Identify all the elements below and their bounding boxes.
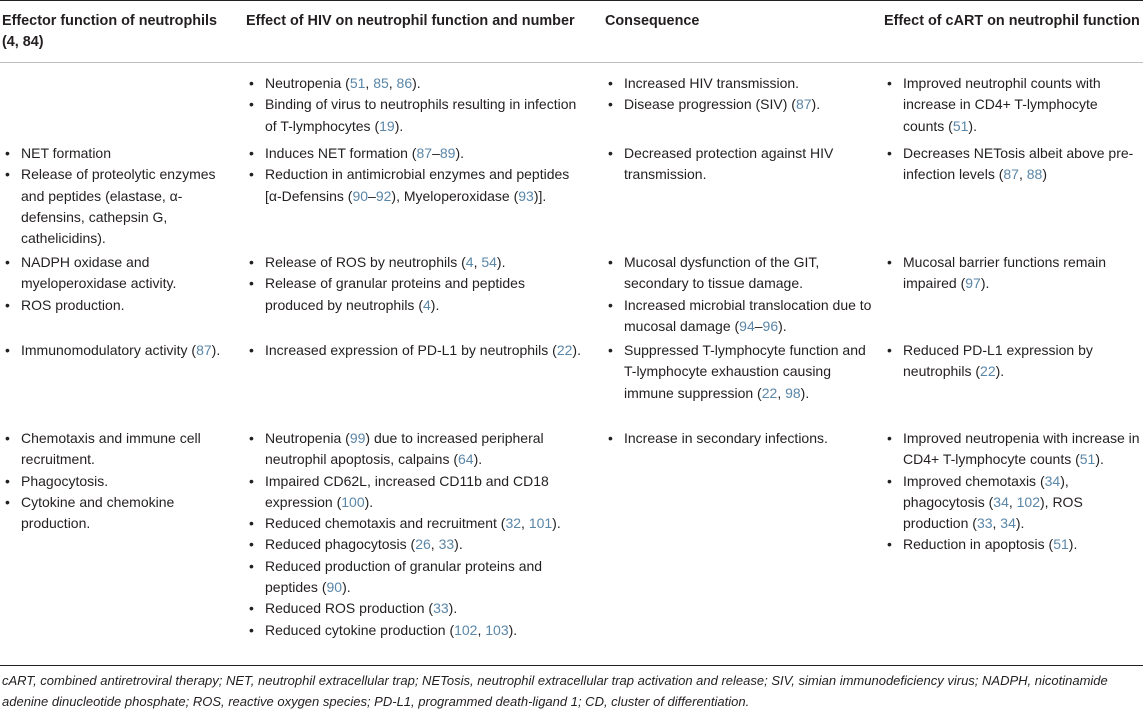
reference-number[interactable]: 90 [352, 187, 369, 204]
bullet-list [246, 252, 583, 316]
reference-number[interactable]: 51 [952, 117, 969, 134]
reference-number[interactable]: 88 [1026, 166, 1043, 183]
bullet-list [2, 428, 227, 534]
list-item: • Reduced production of granular proteins and peptides (90). [246, 556, 583, 599]
reference-number[interactable]: 87 [196, 342, 212, 358]
reference-number[interactable]: 86 [396, 75, 413, 91]
table-cell-row5-c1 [2, 428, 227, 534]
list-item: • Increased HIV transmission. [605, 73, 875, 94]
list-item: • Increase in secondary infections. [605, 428, 875, 449]
reference-number[interactable]: 54 [481, 254, 497, 270]
list-item: • Suppressed T-lymphocyte function and T-lymphocyte exhaustion causing immune suppression (22, 98). [605, 340, 875, 404]
reference-number[interactable]: 34 [993, 493, 1009, 510]
reference-number[interactable]: 102 [454, 621, 478, 638]
reference-number[interactable]: 101 [528, 515, 553, 532]
reference-number[interactable]: 99 [349, 430, 366, 446]
table-cell-row4-c3 [605, 340, 875, 404]
table-cell-row1-c2 [246, 73, 583, 137]
table-cell-row3-c3 [605, 252, 875, 337]
bullet-list [884, 428, 1142, 556]
list-item: • Release of granular proteins and peptides produced by neutrophils (4). [246, 273, 583, 316]
list-item: • Reduced ROS production (33). [246, 598, 583, 619]
list-item: • Improved neutrophil counts with increase in CD4+ T-lymphocyte counts (51). [884, 73, 1142, 137]
list-item: • Reduction in antimicrobial enzymes and peptides [α-Defensins (90–92), Myeloperoxidase (93)]. [246, 164, 583, 207]
list-item: • NET formation [2, 143, 227, 164]
bullet-list [246, 143, 583, 207]
reference-number[interactable]: 64 [458, 451, 474, 468]
header-effector-function: Effector function of neutrophils (4, 84) [2, 13, 218, 50]
bullet-list [605, 340, 875, 404]
header-hiv-effect: Effect of HIV on neutrophil function and number [246, 13, 575, 29]
list-item: • Impaired CD62L, increased CD11b and CD18 expression (100). [246, 471, 583, 514]
table-footnote: cART, combined antiretroviral therapy; NET, neutrophil extracellular trap; NETosis, neutrophil extracellular trap activation and release; SIV, simian immunodeficiency virus; NADPH, nicotinamide adenine dinucleotide phosphate; ROS, reactive oxygen species; PD-L1, programmed death-ligand 1; CD, cluster of differentiation. [2, 673, 1108, 709]
table-cell-row5-c2 [246, 428, 583, 641]
list-item: • Disease progression (SIV) (87). [605, 94, 875, 115]
bullet-list [605, 252, 875, 337]
bullet-list [605, 73, 875, 116]
reference-number[interactable]: 22 [761, 384, 778, 401]
reference-number[interactable]: 32 [505, 515, 522, 532]
list-item: • Release of proteolytic enzymes and peptides (elastase, α-defensins, cathepsin G, cathelicidins). [2, 164, 227, 249]
table-bottom-rule [0, 665, 1143, 666]
list-item: • Increased expression of PD-L1 by neutrophils (22). [246, 340, 583, 361]
bullet-list [605, 143, 875, 186]
list-item: • Decreased protection against HIV transmission. [605, 143, 875, 186]
list-item: • Reduced PD-L1 expression by neutrophils (22). [884, 340, 1142, 383]
bullet-list [2, 143, 227, 249]
table-cell-row3-c1 [2, 252, 227, 316]
reference-number[interactable]: 87 [416, 145, 433, 161]
reference-number[interactable]: 19 [379, 117, 395, 134]
bullet-list [2, 340, 227, 361]
list-item: • Binding of virus to neutrophils resulting in infection of T-lymphocytes (19). [246, 94, 583, 137]
table-cell-row5-c3 [605, 428, 875, 449]
reference-number[interactable]: 22 [980, 363, 996, 380]
bullet-list [884, 252, 1142, 295]
reference-number[interactable]: 85 [373, 75, 389, 91]
reference-number[interactable]: 89 [439, 145, 456, 161]
table-cell-row4-c4 [884, 340, 1142, 383]
bullet-list [246, 73, 583, 137]
table-cell-row2-c1 [2, 143, 227, 249]
reference-number[interactable]: 100 [341, 493, 365, 510]
reference-number[interactable]: 90 [326, 579, 343, 596]
list-item: • Cytokine and chemokine production. [2, 492, 227, 535]
table-cell-row1-c3 [605, 73, 875, 116]
table-header [0, 0, 1143, 63]
list-item: • Neutropenia (99) due to increased peripheral neutrophil apoptosis, calpains (64). [246, 428, 583, 471]
reference-number[interactable]: 94 [739, 317, 755, 334]
reference-number[interactable]: 4 [465, 254, 474, 270]
reference-number[interactable]: 97 [965, 275, 981, 292]
list-item: • Reduction in apoptosis (51). [884, 534, 1142, 555]
table-cell-row3-c4 [884, 252, 1142, 295]
reference-number[interactable]: 33 [976, 515, 993, 532]
bullet-list [2, 252, 227, 316]
list-item: • Decreases NETosis albeit above pre-infection levels (87, 88) [884, 143, 1142, 186]
reference-number[interactable]: 98 [785, 384, 801, 401]
reference-number[interactable]: 92 [375, 187, 392, 204]
list-item: • Reduced cytokine production (102, 103). [246, 620, 583, 641]
list-item: • Release of ROS by neutrophils (4, 54). [246, 252, 583, 273]
reference-number[interactable]: 102 [1016, 493, 1040, 510]
table-cell-row2-c2 [246, 143, 583, 207]
reference-number[interactable]: 4 [423, 296, 431, 313]
bullet-list [884, 73, 1142, 137]
list-item: • Chemotaxis and immune cell recruitment. [2, 428, 227, 471]
list-item: • Improved neutropenia with increase in CD4+ T-lymphocyte counts (51). [884, 428, 1142, 471]
list-item: • Reduced chemotaxis and recruitment (32, 101). [246, 513, 583, 534]
reference-number[interactable]: 93 [518, 187, 534, 204]
reference-number[interactable]: 51 [349, 75, 366, 91]
reference-number[interactable]: 34 [1000, 515, 1016, 532]
list-item: • Mucosal barrier functions remain impaired (97). [884, 252, 1142, 295]
table-cell-row3-c2 [246, 252, 583, 316]
list-item: • Mucosal dysfunction of the GIT, secondary to tissue damage. [605, 252, 875, 295]
reference-number[interactable]: 33 [438, 536, 455, 553]
reference-number[interactable]: 26 [415, 536, 431, 553]
list-item: • NADPH oxidase and myeloperoxidase activity. [2, 252, 227, 295]
list-item: • Neutropenia (51, 85, 86). [246, 73, 583, 94]
reference-number[interactable]: 87 [795, 96, 812, 113]
list-item: • Increased microbial translocation due to mucosal damage (94–96). [605, 295, 875, 338]
list-item: • ROS production. [2, 295, 227, 316]
reference-number[interactable]: 51 [1079, 451, 1096, 468]
table-cell-row2-c4 [884, 143, 1142, 186]
bullet-list [246, 340, 583, 361]
reference-number[interactable]: 96 [762, 317, 779, 334]
bullet-list [246, 428, 583, 641]
table-cell-row5-c4 [884, 428, 1142, 556]
list-item: • Reduced phagocytosis (26, 33). [246, 534, 583, 555]
list-item: • Phagocytosis. [2, 471, 227, 492]
table-cell-row4-c2 [246, 340, 583, 361]
reference-number[interactable]: 103 [485, 621, 509, 638]
list-item: • Induces NET formation (87–89). [246, 143, 583, 164]
list-item: • Immunomodulatory activity (87). [2, 340, 227, 361]
table-cell-row1-c4 [884, 73, 1142, 137]
list-item: • Improved chemotaxis (34), phagocytosis (34, 102), ROS production (33, 34). [884, 471, 1142, 535]
table-cell-row2-c3 [605, 143, 875, 186]
bullet-list [884, 340, 1142, 383]
reference-number[interactable]: 22 [556, 342, 573, 358]
reference-number[interactable]: 87 [1003, 166, 1019, 183]
reference-number[interactable]: 34 [1044, 472, 1061, 489]
bullet-list [884, 143, 1142, 186]
table-cell-row4-c1 [2, 340, 227, 361]
header-cart-effect: Effect of cART on neutrophil function [884, 13, 1140, 29]
reference-number[interactable]: 51 [1053, 536, 1069, 553]
reference-number[interactable]: 33 [433, 600, 449, 617]
bullet-list [605, 428, 875, 449]
header-consequence: Consequence [605, 13, 700, 29]
